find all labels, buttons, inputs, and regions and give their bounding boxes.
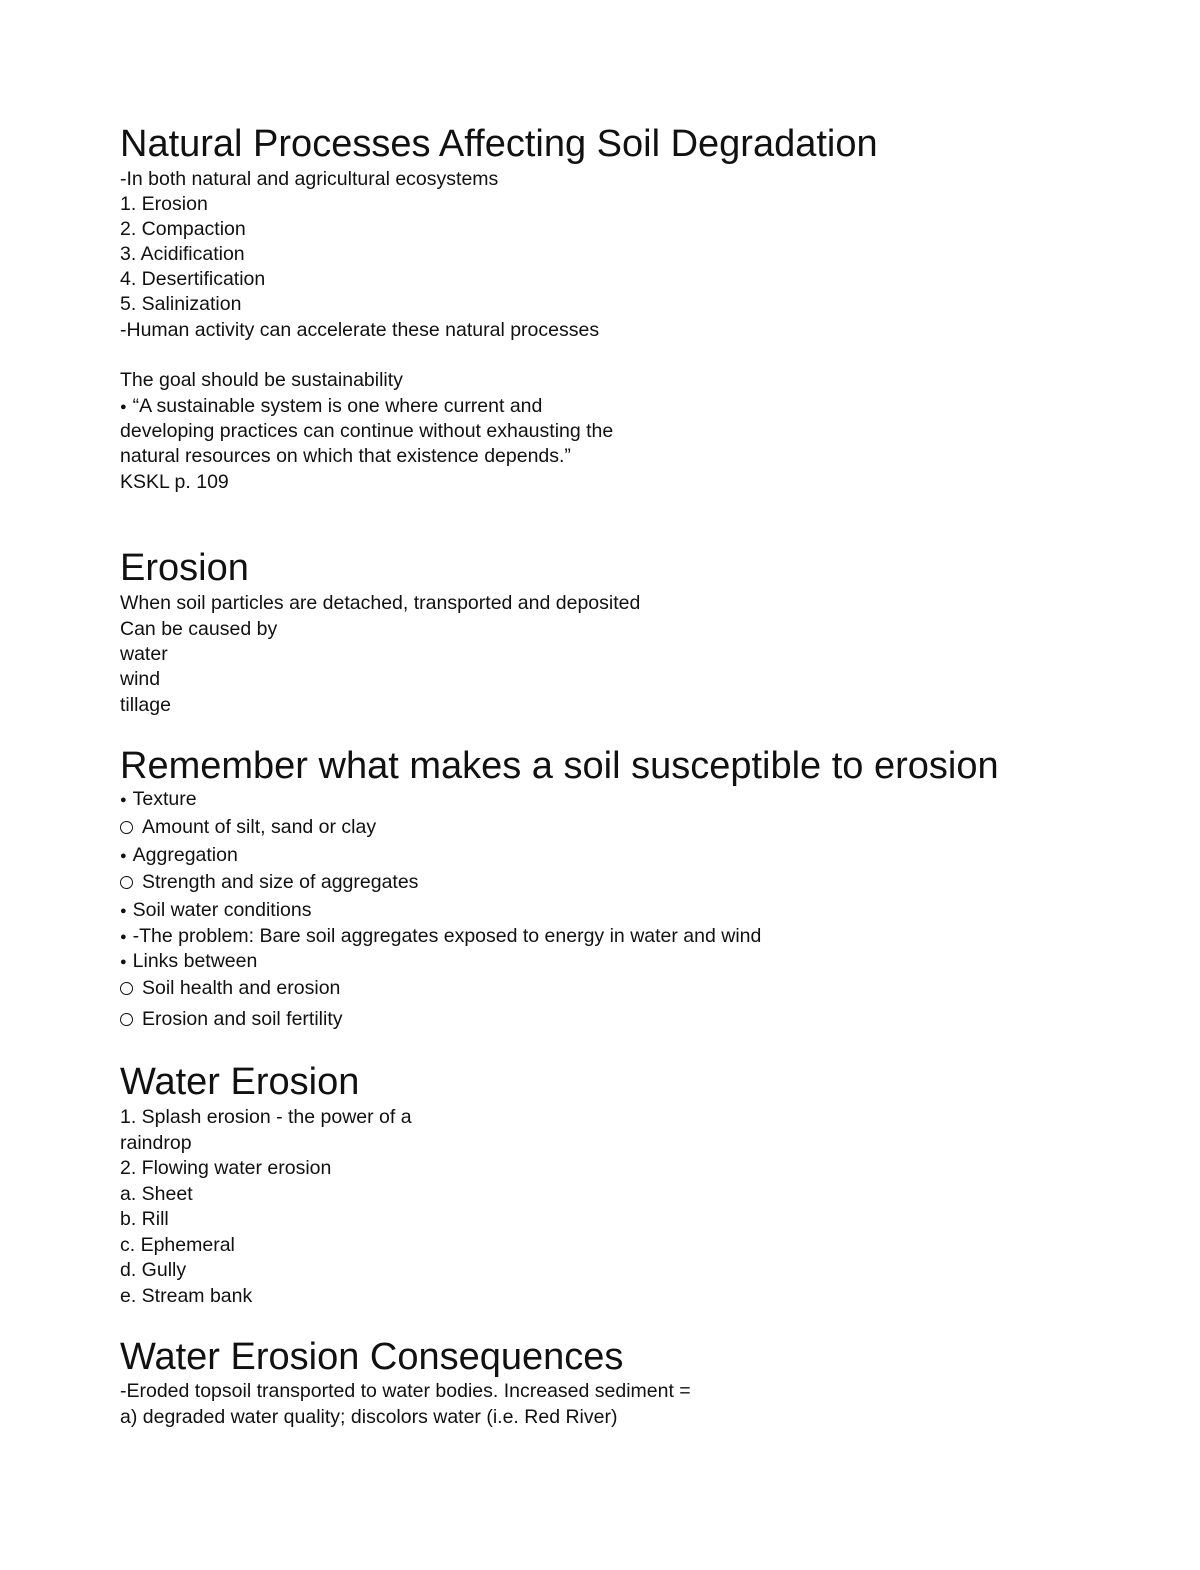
- list-item: 4. Desertification: [120, 268, 266, 290]
- list-item: [120, 843, 238, 871]
- sub-list-item: [120, 976, 340, 1001]
- list-item-text: Erosion and soil fertility: [142, 1008, 343, 1030]
- sub-list-item: b. Rill: [120, 1208, 169, 1230]
- text-line: natural resources on which that existence depends.”: [120, 445, 571, 467]
- list-item-text: Texture: [132, 788, 197, 810]
- text-line: a) degraded water quality; discolors water (i.e. Red River): [120, 1406, 618, 1428]
- heading-erosion: Erosion: [120, 547, 249, 589]
- sub-list-item: [120, 870, 418, 895]
- list-item: wind: [120, 668, 161, 690]
- list-item: 3. Acidification: [120, 243, 245, 265]
- list-item: 2. Flowing water erosion: [120, 1157, 332, 1179]
- sub-list-item: c. Ephemeral: [120, 1234, 235, 1256]
- text-line: -In both natural and agricultural ecosystems: [120, 168, 499, 190]
- list-item-text: Links between: [132, 950, 258, 972]
- sub-list-item: [120, 815, 376, 840]
- list-item: 1. Erosion: [120, 193, 208, 215]
- list-item-text: Amount of silt, sand or clay: [142, 816, 377, 838]
- sub-list-item: e. Stream bank: [120, 1285, 253, 1307]
- list-item-text: Soil water conditions: [132, 899, 312, 921]
- text-line: developing practices can continue without exhausting the: [120, 420, 614, 442]
- list-item-text: Soil health and erosion: [142, 977, 341, 999]
- sub-list-item: a. Sheet: [120, 1183, 193, 1205]
- text-line: -Human activity can accelerate these natural processes: [120, 319, 600, 341]
- sub-list-item: d. Gully: [120, 1259, 187, 1281]
- heading-water-erosion: Water Erosion: [120, 1061, 360, 1103]
- list-item-text: Aggregation: [132, 844, 238, 866]
- heading-natural-processes: Natural Processes Affecting Soil Degradation: [120, 123, 878, 165]
- text-line: raindrop: [120, 1132, 192, 1154]
- citation: KSKL p. 109: [120, 471, 229, 493]
- list-item: [120, 898, 312, 926]
- text-line: When soil particles are detached, transported and deposited: [120, 592, 641, 614]
- list-item: 2. Compaction: [120, 218, 246, 240]
- text-line: Can be caused by: [120, 618, 278, 640]
- list-item: [120, 949, 257, 977]
- list-item: [120, 787, 197, 815]
- bullet-quote-line: [120, 394, 542, 422]
- list-item: 1. Splash erosion - the power of a: [120, 1106, 412, 1128]
- sub-list-item: [120, 1007, 343, 1032]
- list-item: 5. Salinization: [120, 293, 242, 315]
- list-item-text: -The problem: Bare soil aggregates exposed to energy in water and wind: [132, 925, 762, 947]
- list-item: [120, 924, 761, 952]
- list-item: water: [120, 643, 168, 665]
- list-item: tillage: [120, 694, 171, 716]
- list-item-text: Strength and size of aggregates: [142, 871, 419, 893]
- text-line: The goal should be sustainability: [120, 369, 403, 391]
- heading-susceptible: Remember what makes a soil susceptible to erosion: [120, 745, 999, 787]
- text-line: -Eroded topsoil transported to water bodies. Increased sediment =: [120, 1380, 691, 1402]
- quote-text: “A sustainable system is one where current and: [132, 395, 543, 417]
- heading-water-erosion-consequences: Water Erosion Consequences: [120, 1336, 624, 1378]
